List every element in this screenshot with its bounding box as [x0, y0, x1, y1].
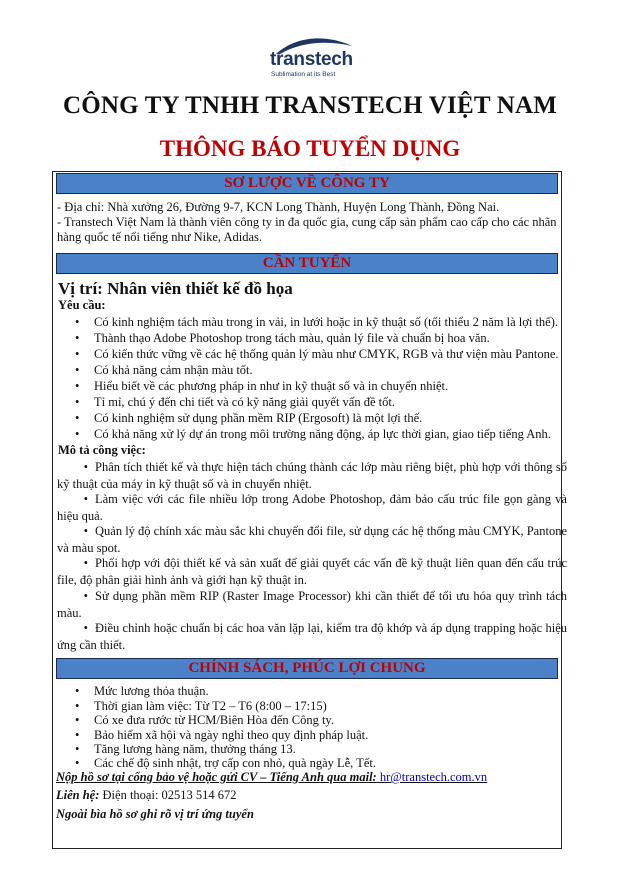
company-about: - Transtech Việt Nam là thành viên công ty in đa quốc gia, cung cấp sản phẩm cao cấp cho các nhãn hàng quốc tế nổi tiếng như Nike, Adidas.	[57, 215, 557, 244]
benefit-item: • Các chế độ sinh nhật, trợ cấp con nhỏ, quà ngày Lễ, Tết.	[94, 756, 376, 771]
requirement-item: • Hiểu biết về các phương pháp in như in kỹ thuật số và in chuyển nhiệt.	[94, 379, 448, 394]
apply-instruction: Nộp hồ sơ tại cổng bảo vệ hoặc gửi CV – Tiếng Anh qua mail: hr@transtech.com.vn	[56, 770, 488, 784]
description-item: • Quản lý độ chính xác màu sắc khi chuyển đổi file, sử dụng các hệ thống màu CMYK, Pantone và màu spot.	[57, 524, 567, 555]
requirement-item: • Có kinh nghiệm tách màu trong in vải, in lưới hoặc in kỹ thuật số (tối thiểu 2 năm là lợi thế).	[94, 315, 558, 330]
logo-tagline: Sublimation at its Best	[271, 71, 336, 78]
requirement-item: • Tỉ mỉ, chú ý đến chi tiết và có kỹ năng giải quyết vấn đề tốt.	[94, 395, 395, 410]
description-item: • Phối hợp với đội thiết kế và sản xuất để giải quyết các vấn đề kỹ thuật liên quan đến cấu trúc file, độ phân giải hình ảnh và giới hạn kỹ thuật in.	[57, 556, 567, 587]
company-address: - Địa chỉ: Nhà xưởng 26, Đường 9-7, KCN Long Thành, Huyện Long Thành, Đồng Nai.	[57, 200, 500, 214]
benefit-item: • Tăng lương hàng năm, thưởng tháng 13.	[94, 742, 296, 757]
transtech-logo	[266, 36, 356, 80]
benefits-heading: CHÍNH SÁCH, PHÚC LỢI CHUNG	[56, 658, 558, 679]
requirement-item: • Có kinh nghiệm sử dụng phần mềm RIP (Ergosoft) là một lợi thế.	[94, 411, 422, 426]
benefit-item: • Bảo hiểm xã hội và ngày nghỉ theo quy định pháp luật.	[94, 728, 368, 743]
contact-line: Liên hệ: Điện thoại: 02513 514 672	[56, 788, 237, 802]
description-item: • Điều chỉnh hoặc chuẩn bị các hoa văn lặp lại, kiểm tra độ khớp và áp dụng trapping hoặc hiệu ứng cần thiết.	[57, 621, 567, 652]
description-item: • Sử dụng phần mềm RIP (Raster Image Processor) khi cần thiết để tối ưu hóa quy trình tách màu.	[57, 589, 567, 620]
notice-title: THÔNG BÁO TUYỂN DỤNG	[159, 136, 461, 161]
benefit-item: • Có xe đưa rước từ HCM/Biên Hòa đến Công ty.	[94, 713, 334, 728]
hiring-heading: CẦN TUYỂN	[56, 253, 558, 274]
requirement-item: • Có khả năng xử lý dự án trong môi trường năng động, áp lực thời gian, giao tiếp tiếng Anh.	[94, 427, 551, 442]
benefit-item: • Thời gian làm việc: Từ T2 – T6 (8:00 – 17:15)	[94, 699, 327, 714]
requirement-item: • Có khả năng cảm nhận màu tốt.	[94, 363, 253, 378]
email-link[interactable]: hr@transtech.com.vn	[379, 770, 488, 784]
description-label: Mô tả công việc:	[58, 443, 146, 457]
position-title: Vị trí: Nhân viên thiết kế đồ họa	[58, 279, 293, 298]
description-item: • Làm việc với các file nhiều lớp trong Adobe Photoshop, đảm bảo cấu trúc file gọn gàng và hiệu quả.	[57, 492, 567, 523]
company-name: CÔNG TY TNHH TRANSTECH VIỆT NAM	[62, 92, 558, 119]
overview-heading: SƠ LƯỢC VỀ CÔNG TY	[56, 173, 558, 194]
requirement-item: • Thành thạo Adobe Photoshop trong tách màu, quản lý file và chuẩn bị hoa văn.	[94, 331, 490, 346]
application-note: Ngoài bìa hồ sơ ghi rõ vị trí ứng tuyển	[56, 807, 254, 821]
logo-wordmark: transtech	[270, 49, 353, 70]
description-item: • Phân tích thiết kế và thực hiện tách chúng thành các lớp màu riêng biệt, phù hợp với thông số kỹ thuật của máy in kỹ thuật số và in chuyển nhiệt.	[57, 460, 567, 491]
requirement-item: • Có kiến thức vững về các hệ thống quản lý màu như CMYK, RGB và thư viện màu Pantone.	[94, 347, 559, 362]
benefit-item: • Mức lương thỏa thuận.	[94, 684, 209, 699]
requirements-label: Yêu cầu:	[58, 298, 106, 312]
